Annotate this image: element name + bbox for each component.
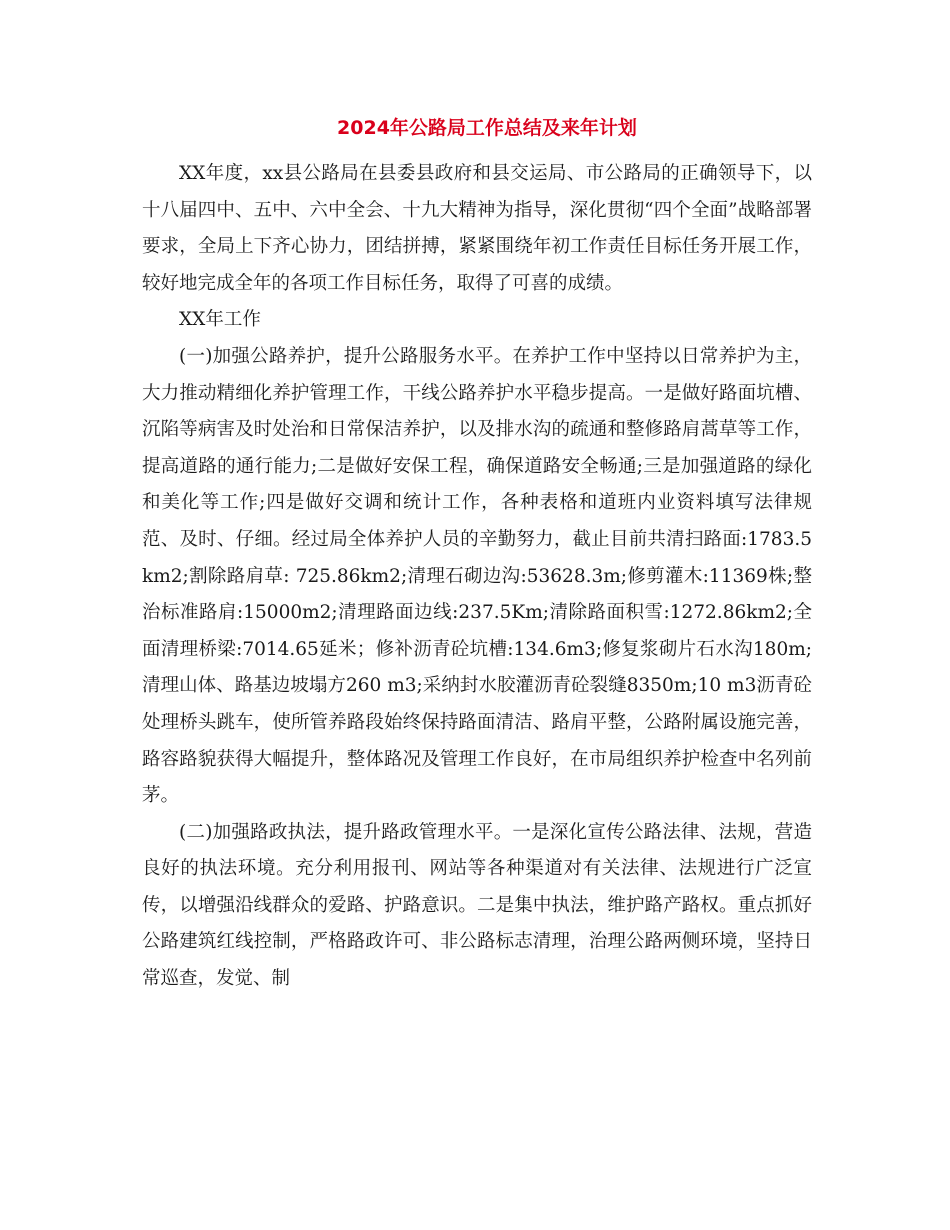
section-heading: XX年工作 [179,309,261,331]
paragraph-road-administration: (二)加强路政执法，提升路政管理水平。一是深化宣传公路法律、法规，营造良好的执法环境。充分利用报刊、网站等各种渠道对有关法律、法规进行广泛宣传，以增强沿线群众的爱路、护路意识。二是集中执法，维护路产路权。重点抓好公路建筑红线控制，严格路政许可、非公路标志清理，治理公路两侧环境，坚持日常巡查，发觉、制 [142,821,812,990]
paragraph-intro: XX年度，xx县公路局在县委县政府和县交运局、市公路局的正确领导下，以十八届四中、五中、六中全会、十九大精神为指导，深化贯彻“四个全面”战略部署要求，全局上下齐心协力，团结拼搏，紧紧围绕年初工作责任目标任务开展工作，较好地完成全年的各项工作目标任务，取得了可喜的成绩。 [142,163,812,294]
document-page [142,112,812,998]
document-title: 2024年公路局工作总结及来年计划 [337,117,637,139]
paragraph-road-maintenance: (一)加强公路养护，提升公路服务水平。在养护工作中坚持以日常养护为主，大力推动精细化养护管理工作，干线公路养护水平稳步提高。一是做好路面坑槽、沉陷等病害及时处治和日常保洁养护，以及排水沟的疏通和整修路肩蒿草等工作，提高道路的通行能力;二是做好安保工程，确保道路安全畅通;三是加强道路的绿化和美化等工作;四是做好交调和统计工作，各种表格和道班内业资料填写法律规范、及时、仔细。经过局全体养护人员的辛勤努力，截止目前共清扫路面:1783.5km2;割除路肩草: 725.86km2;清理石砌边沟:53628.3m;修剪灌木:11369株;整治标准路肩:15000m2;清理路面边线:237.5Km;清除路面积雪:1272.86km2;全面清理桥梁:7014.65延米；修补沥青砼坑槽:134.6m3;修复浆砌片石水沟180m;清理山体、路基边坡塌方260 m3;采纳封水胶灌沥青砼裂缝8350m;10 m3沥青砼处理桥头跳车，使所管养路段始终保持路面清洁、路肩平整，公路附属设施完善，路容路貌获得大幅提升，整体路况及管理工作良好，在市局组织养护检查中名列前茅。 [142,345,812,807]
